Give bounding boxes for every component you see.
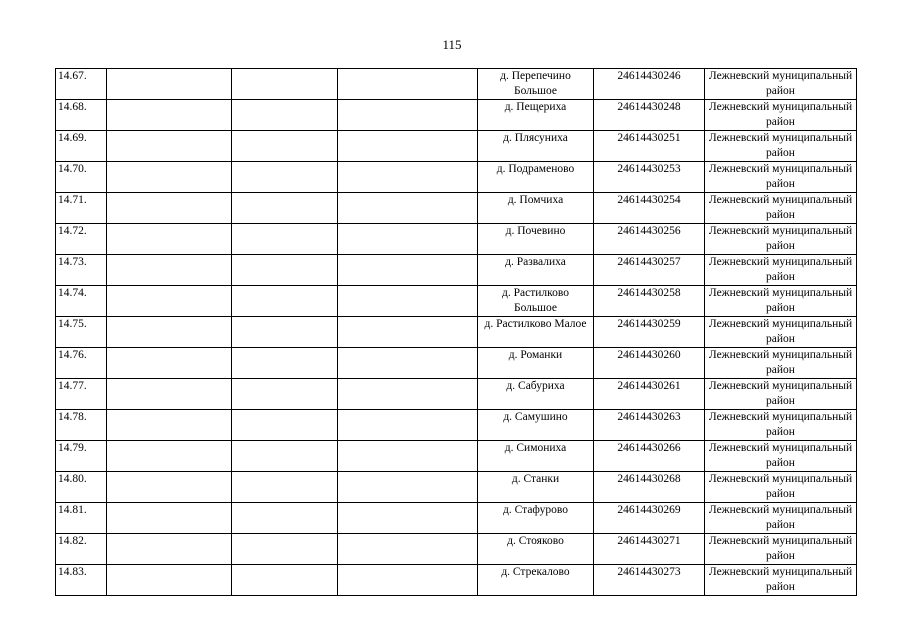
- table-row: [56, 410, 857, 441]
- empty-cell-3: [338, 317, 478, 348]
- table-row: [56, 348, 857, 379]
- oktmo-code-cell: 24614430258: [594, 286, 705, 317]
- empty-cell-3: [338, 503, 478, 534]
- row-number-cell: 14.83.: [56, 565, 107, 596]
- empty-cell-3: [338, 472, 478, 503]
- row-number-cell: 14.72.: [56, 224, 107, 255]
- settlement-name-cell: д. Стафурово: [478, 503, 594, 534]
- empty-cell-2: [232, 534, 338, 565]
- page-number: 115: [442, 37, 462, 52]
- empty-cell-3: [338, 224, 478, 255]
- oktmo-code-cell: 24614430261: [594, 379, 705, 410]
- table-row: [56, 317, 857, 348]
- settlement-name-cell: д. Помчиха: [478, 193, 594, 224]
- empty-cell-1: [107, 503, 232, 534]
- settlement-name-cell: д. Плясуниха: [478, 131, 594, 162]
- row-number-cell: 14.73.: [56, 255, 107, 286]
- row-number-cell: 14.76.: [56, 348, 107, 379]
- empty-cell-3: [338, 379, 478, 410]
- district-cell: Лежневский муниципальный район: [705, 100, 857, 131]
- empty-cell-1: [107, 162, 232, 193]
- oktmo-code-cell: 24614430254: [594, 193, 705, 224]
- empty-cell-2: [232, 441, 338, 472]
- empty-cell-1: [107, 224, 232, 255]
- empty-cell-1: [107, 534, 232, 565]
- empty-cell-1: [107, 565, 232, 596]
- oktmo-code-cell: 24614430266: [594, 441, 705, 472]
- district-cell: Лежневский муниципальный район: [705, 379, 857, 410]
- district-cell: Лежневский муниципальный район: [705, 534, 857, 565]
- row-number-cell: 14.78.: [56, 410, 107, 441]
- table-row: [56, 286, 857, 317]
- district-cell: Лежневский муниципальный район: [705, 503, 857, 534]
- oktmo-code-cell: 24614430259: [594, 317, 705, 348]
- empty-cell-1: [107, 317, 232, 348]
- district-cell: Лежневский муниципальный район: [705, 348, 857, 379]
- oktmo-code-cell: 24614430257: [594, 255, 705, 286]
- row-number-cell: 14.71.: [56, 193, 107, 224]
- empty-cell-3: [338, 534, 478, 565]
- empty-cell-2: [232, 162, 338, 193]
- empty-cell-2: [232, 100, 338, 131]
- oktmo-code-cell: 24614430263: [594, 410, 705, 441]
- empty-cell-3: [338, 193, 478, 224]
- empty-cell-1: [107, 441, 232, 472]
- empty-cell-2: [232, 317, 338, 348]
- row-number-cell: 14.80.: [56, 472, 107, 503]
- table-row: [56, 131, 857, 162]
- empty-cell-2: [232, 565, 338, 596]
- empty-cell-1: [107, 379, 232, 410]
- oktmo-code-cell: 24614430268: [594, 472, 705, 503]
- row-number-cell: 14.82.: [56, 534, 107, 565]
- settlement-name-cell: д. Растилково Малое: [478, 317, 594, 348]
- table-row: [56, 565, 857, 596]
- empty-cell-2: [232, 348, 338, 379]
- empty-cell-1: [107, 286, 232, 317]
- settlement-name-cell: д. Пещериха: [478, 100, 594, 131]
- empty-cell-3: [338, 100, 478, 131]
- district-cell: Лежневский муниципальный район: [705, 317, 857, 348]
- empty-cell-3: [338, 348, 478, 379]
- settlement-name-cell: д. Перепечино Большое: [478, 69, 594, 100]
- empty-cell-1: [107, 193, 232, 224]
- empty-cell-3: [338, 286, 478, 317]
- empty-cell-1: [107, 255, 232, 286]
- row-number-cell: 14.67.: [56, 69, 107, 100]
- settlements-table: [55, 68, 857, 596]
- empty-cell-2: [232, 286, 338, 317]
- empty-cell-2: [232, 131, 338, 162]
- oktmo-code-cell: 24614430256: [594, 224, 705, 255]
- empty-cell-2: [232, 410, 338, 441]
- settlement-name-cell: д. Самушино: [478, 410, 594, 441]
- table-row: [56, 69, 857, 100]
- table-row: [56, 162, 857, 193]
- empty-cell-1: [107, 131, 232, 162]
- oktmo-code-cell: 24614430253: [594, 162, 705, 193]
- oktmo-code-cell: 24614430271: [594, 534, 705, 565]
- empty-cell-3: [338, 131, 478, 162]
- empty-cell-2: [232, 503, 338, 534]
- oktmo-code-cell: 24614430260: [594, 348, 705, 379]
- settlement-name-cell: д. Симониха: [478, 441, 594, 472]
- table-body: [56, 69, 857, 596]
- empty-cell-2: [232, 193, 338, 224]
- empty-cell-1: [107, 410, 232, 441]
- empty-cell-1: [107, 348, 232, 379]
- table-row: [56, 441, 857, 472]
- oktmo-code-cell: 24614430273: [594, 565, 705, 596]
- empty-cell-2: [232, 224, 338, 255]
- table-row: [56, 503, 857, 534]
- empty-cell-2: [232, 472, 338, 503]
- oktmo-code-cell: 24614430269: [594, 503, 705, 534]
- district-cell: Лежневский муниципальный район: [705, 131, 857, 162]
- oktmo-code-cell: 24614430246: [594, 69, 705, 100]
- empty-cell-3: [338, 255, 478, 286]
- table-row: [56, 534, 857, 565]
- empty-cell-3: [338, 410, 478, 441]
- settlement-name-cell: д. Романки: [478, 348, 594, 379]
- empty-cell-1: [107, 69, 232, 100]
- district-cell: Лежневский муниципальный район: [705, 255, 857, 286]
- settlement-name-cell: д. Стояково: [478, 534, 594, 565]
- oktmo-code-cell: 24614430251: [594, 131, 705, 162]
- empty-cell-2: [232, 379, 338, 410]
- oktmo-code-cell: 24614430248: [594, 100, 705, 131]
- row-number-cell: 14.74.: [56, 286, 107, 317]
- district-cell: Лежневский муниципальный район: [705, 224, 857, 255]
- district-cell: Лежневский муниципальный район: [705, 69, 857, 100]
- empty-cell-1: [107, 472, 232, 503]
- settlement-name-cell: д. Растилково Большое: [478, 286, 594, 317]
- row-number-cell: 14.81.: [56, 503, 107, 534]
- empty-cell-3: [338, 69, 478, 100]
- table-row: [56, 472, 857, 503]
- settlement-name-cell: д. Сабуриха: [478, 379, 594, 410]
- district-cell: Лежневский муниципальный район: [705, 410, 857, 441]
- empty-cell-3: [338, 162, 478, 193]
- empty-cell-2: [232, 69, 338, 100]
- settlement-name-cell: д. Почевино: [478, 224, 594, 255]
- row-number-cell: 14.69.: [56, 131, 107, 162]
- table-row: [56, 379, 857, 410]
- row-number-cell: 14.79.: [56, 441, 107, 472]
- row-number-cell: 14.77.: [56, 379, 107, 410]
- district-cell: Лежневский муниципальный район: [705, 193, 857, 224]
- row-number-cell: 14.75.: [56, 317, 107, 348]
- settlement-name-cell: д. Стрекалово: [478, 565, 594, 596]
- district-cell: Лежневский муниципальный район: [705, 162, 857, 193]
- settlement-name-cell: д. Станки: [478, 472, 594, 503]
- empty-cell-3: [338, 565, 478, 596]
- table-row: [56, 193, 857, 224]
- table-row: [56, 255, 857, 286]
- empty-cell-3: [338, 441, 478, 472]
- row-number-cell: 14.70.: [56, 162, 107, 193]
- table-row: [56, 100, 857, 131]
- district-cell: Лежневский муниципальный район: [705, 441, 857, 472]
- row-number-cell: 14.68.: [56, 100, 107, 131]
- empty-cell-1: [107, 100, 232, 131]
- empty-cell-2: [232, 255, 338, 286]
- settlement-name-cell: д. Подраменово: [478, 162, 594, 193]
- table-row: [56, 224, 857, 255]
- settlement-name-cell: д. Развалиха: [478, 255, 594, 286]
- district-cell: Лежневский муниципальный район: [705, 565, 857, 596]
- district-cell: Лежневский муниципальный район: [705, 286, 857, 317]
- district-cell: Лежневский муниципальный район: [705, 472, 857, 503]
